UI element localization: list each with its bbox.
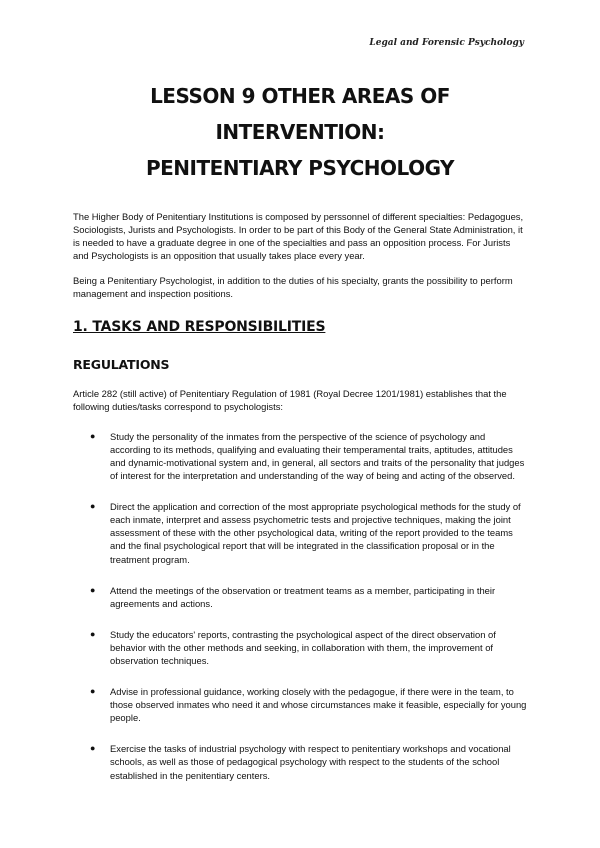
duty-text: Study the educators' reports, contrasting the psychological aspect of the direct observation of behavior with the other methods and seeking, in collaboration with them, the improvement of observation techniques. [110, 628, 496, 666]
bullet-icon: ● [90, 628, 96, 639]
lesson-title-line-1: LESSON 9 OTHER AREAS OF INTERVENTION: [150, 84, 450, 144]
list-item [73, 742, 527, 781]
intro-paragraph-2: Being a Penitentiary Psychologist, in addition to the duties of his specialty, grants the possibility to perform management and inspection positions. [73, 275, 513, 300]
list-item [73, 430, 527, 482]
article-paragraph: Article 282 (still active) of Penitentiary Regulation of 1981 (Royal Decree 1201/1981) establishes that the following duties/tasks correspond to psychologists: [73, 387, 507, 412]
section-heading: 1. TASKS AND RESPONSIBILITIES [73, 318, 326, 335]
lesson-title [73, 78, 527, 186]
list-item [73, 628, 527, 667]
duty-text: Direct the application and correction of the most appropriate psychological methods for the study of each inmate, interpret and assess psychometric tests and projective techniques, making the joint assessment of these with the other psychological data, writing of the report provided to the teams and the final psychological report that will be integrated in the classification proposal or in the treatment program. [110, 501, 521, 565]
running-header: Legal and Forensic Psychology [369, 38, 524, 48]
duties-list [73, 430, 527, 782]
list-item [73, 584, 527, 610]
duty-text: Attend the meetings of the observation or treatment teams as a member, participating in their agreements and actions. [110, 584, 496, 609]
regulations-subheading: REGULATIONS [73, 356, 170, 372]
list-item [73, 685, 527, 724]
intro-paragraph-1: The Higher Body of Penitentiary Institutions is composed by perssonnel of different specialties: Pedagogues, Sociologists, Jurists and Psychologists. In order to be part of this Body of the General State Administration, it is needed to have a graduate degree in one of the specialties and pass an opposition process. For Jurists and Psychologists is an opposition that usually takes place every year. [73, 211, 524, 262]
bullet-icon: ● [90, 501, 96, 512]
bullet-icon: ● [90, 686, 96, 697]
page-content [73, 78, 527, 800]
bullet-icon: ● [90, 584, 96, 595]
duty-text: Advise in professional guidance, working closely with the pedagogue, if there were in the team, to those observed inmates who need it and whose circumstances make it feasible, especially for young people. [110, 686, 527, 724]
bullet-icon: ● [90, 430, 96, 441]
lesson-title-line-2: PENITENTIARY PSYCHOLOGY [145, 156, 455, 180]
duty-text: Study the personality of the inmates from the perspective of the science of psychology and according to its methods, qualifying and evaluating their temperamental traits, aptitudes, attitudes and dynamic-motivational system and, in general, all sectors and traits of the personality that judges of interest for the interpretation and understanding of the way of being and acting of the observed. [110, 430, 525, 482]
bullet-icon: ● [90, 743, 96, 754]
duty-text: Exercise the tasks of industrial psychology with respect to penitentiary workshops and vocational schools, as well as those of pedagogical psychology with respect to the students of the school established in the penitentiary centers. [110, 743, 511, 781]
list-item [73, 500, 527, 565]
